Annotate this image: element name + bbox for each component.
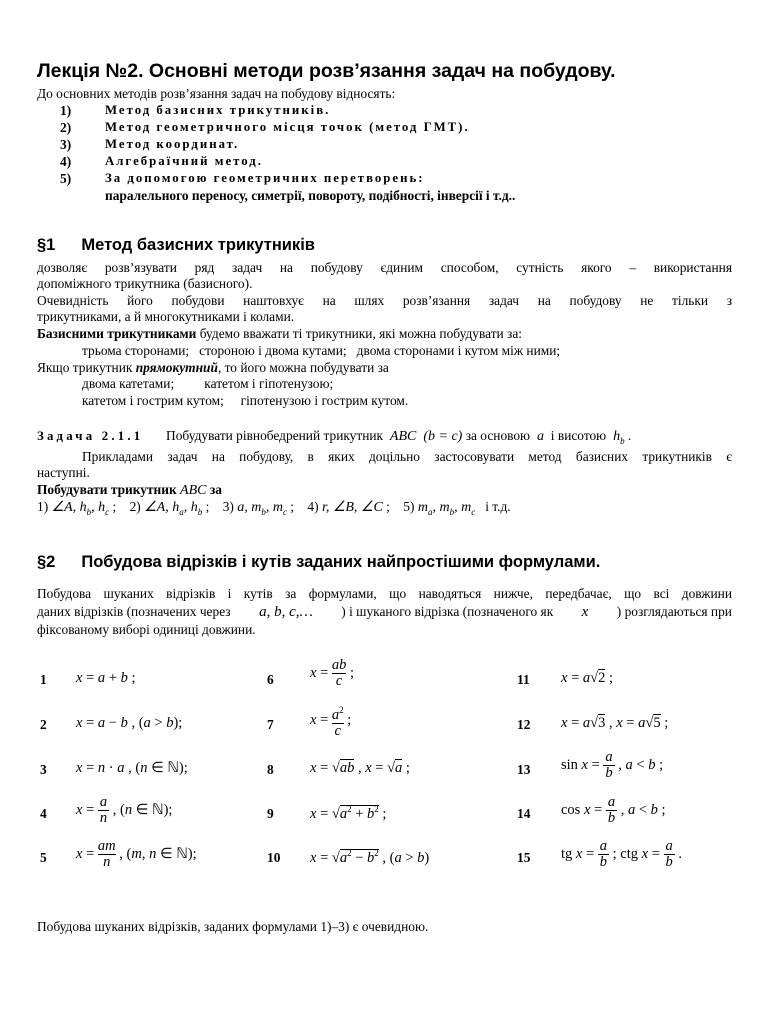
task-text: і висотою xyxy=(550,428,607,443)
sec1-p1-line2: допоміжного трикутника (базисного). xyxy=(37,276,253,291)
task-line: Задача 2.1.1 Побудувати рівнобедрений трикутник ABC (b = c) за основою a і висотою $h_b$ . xyxy=(37,428,632,446)
formula-number: 5 xyxy=(40,850,47,865)
sec2-p1-line2: даних відрізків (позначених через a, b, c,… ) і шуканого відрізка (позначеного як x ) розглядаються при xyxy=(37,604,732,620)
formula-6: $x = \frac{ab}{c}$ ; xyxy=(310,657,355,689)
section-number: §2 xyxy=(37,553,56,571)
formula-2: x = a − b , (a > b); xyxy=(76,715,183,731)
examples-line1: Прикладами задач на побудову, в яких доцільно застосовувати метод базисних трикутників є xyxy=(82,449,732,464)
formula-number: 15 xyxy=(517,850,531,865)
sec1-p4-item1: двома катетами; катетом і гіпотенузою; xyxy=(82,376,334,391)
page-title: Лекція №2. Основні методи розв’язання задач на побудову. xyxy=(37,60,616,82)
formula-number: 10 xyxy=(267,850,281,865)
formula-number: 14 xyxy=(517,806,531,821)
section-title: Метод базисних трикутників xyxy=(81,236,315,254)
formula-7: $x = a^2$ c ; xyxy=(310,705,352,739)
method-number: 4) xyxy=(60,154,72,169)
sec2-footer: Побудова шуканих відрізків, заданих формулами 1)–3) є очевидною. xyxy=(37,919,429,934)
sec2-p1-line3: фіксованому виборі одиниці довжини. xyxy=(37,622,256,637)
sec1-p4 xyxy=(37,360,389,377)
formula-13: $\sin x = \frac{a}{b}$ , a < b ; xyxy=(561,749,664,781)
formula-number: 8 xyxy=(267,762,274,777)
formula-number: 11 xyxy=(517,672,530,687)
intro-text: До основних методів розв’язання задач на побудову відносять: xyxy=(37,86,396,101)
formula-10: $x = √a^2 - b^2$ , (a > b) xyxy=(310,848,430,866)
method-number: 3) xyxy=(60,137,72,152)
formula-15: tg $x = \frac{a}{b}$ ; ctg $x = \frac{a}{b}$ . xyxy=(561,838,683,870)
formula-5: $x = \frac{am}{n}$ , (m, n ∈ ℕ); xyxy=(76,838,197,870)
formula-14: $\cos x = \frac{a}{b}$ , a < b ; xyxy=(561,794,666,826)
formula-number: 13 xyxy=(517,762,531,777)
text: Якщо трикутник xyxy=(37,360,136,375)
bold-italic-term: прямокутний xyxy=(135,360,218,375)
sec1-p4-item2: катетом і гострим кутом; гіпотенузою і гострим кутом. xyxy=(82,393,409,408)
method-label: За допомогою геометричних перетворень: xyxy=(105,171,425,185)
method-label: Алгебраїчний метод. xyxy=(105,154,263,168)
formula-number: 3 xyxy=(40,762,47,777)
formula-12: x = a√3 , x = a√5 ; xyxy=(561,715,669,731)
section-1-heading xyxy=(37,236,315,255)
sec1-p1-line1: дозволяє розв’язувати ряд задач на побудову єдиним способом, сутність якого – використання xyxy=(37,260,732,275)
method-number: 2) xyxy=(60,120,72,135)
sec1-p2-line2: трикутниками, а й многокутниками і колами. xyxy=(37,309,295,324)
text: , то його можна побудувати за xyxy=(217,360,389,375)
formula-3: x = n · a , (n ∈ ℕ); xyxy=(76,760,188,776)
formula-9: $x = √a^2 + b^2$ ; xyxy=(310,804,387,822)
sec1-p3-items: трьома сторонами; стороною і двома кутами; двома сторонами і кутом між ними; xyxy=(82,343,561,358)
formula-number: 6 xyxy=(267,672,274,687)
method-label: Метод координат. xyxy=(105,137,240,151)
formula-number: 4 xyxy=(40,806,47,821)
sec2-p1-line1: Побудова шуканих відрізків і кутів за формулами, що наводяться нижче, передбачає, що всі довжини xyxy=(37,586,732,601)
etc-text: і т.д. xyxy=(485,499,511,514)
methods-sub: паралельного переносу, симетрії, повороту, подібності, інверсії і т.д.. xyxy=(105,188,516,203)
formula-number: 1 xyxy=(40,672,47,687)
formula-1: x = a + b ; xyxy=(76,670,136,686)
sec1-p2-line1: Очевидність його побудови наштовхує на шлях розв’язання задач на побудову не тільки з xyxy=(37,293,732,308)
formula-11: x = a√2 ; xyxy=(561,670,613,686)
text: ) розглядаються при xyxy=(616,604,732,619)
task-text: Побудувати рівнобедрений трикутник xyxy=(166,428,384,443)
examples-line2: наступні. xyxy=(37,465,90,480)
formula-4: $x = \frac{a}{n}$ , (n ∈ ℕ); xyxy=(76,794,173,826)
text: будемо вважати ті трикутники, які можна побудувати за: xyxy=(196,326,523,341)
formula-number: 9 xyxy=(267,806,274,821)
method-label: Метод геометричного місця точок (метод ГМТ). xyxy=(105,120,470,134)
section-title: Побудова відрізків і кутів заданих найпростішими формулами. xyxy=(81,553,601,571)
sec1-p3 xyxy=(37,326,522,343)
text: ) і шуканого відрізка (позначеного як xyxy=(341,604,554,619)
bold-term: Базисними трикутниками xyxy=(37,326,197,341)
task-text: за основою xyxy=(465,428,531,443)
build-triangle-line xyxy=(37,482,222,500)
text: даних відрізків (позначених через xyxy=(37,604,231,619)
formula-number: 7 xyxy=(267,717,274,732)
task-label: Задача 2.1.1 xyxy=(37,429,144,443)
bold-term: за xyxy=(209,482,222,497)
method-number: 5) xyxy=(60,171,72,186)
triangle-name: ABC xyxy=(180,483,207,498)
method-label: Метод базисних трикутників. xyxy=(105,103,331,117)
section-number: §1 xyxy=(37,236,56,254)
bold-term: Побудувати трикутник xyxy=(37,482,177,497)
cases-line: 1) ∠A, $h_b$, $h_c$ ; 2) ∠A, $h_a$, $h_b$ ; 3) a, $m_b$, $m_c$ ; 4) r, ∠B, ∠C ; 5) $m_a$, $m_b$, $m_c$ і т.д. xyxy=(37,499,511,517)
formula-number: 2 xyxy=(40,717,47,732)
formula-number: 12 xyxy=(517,717,531,732)
formula-8: x = √ab , x = √a ; xyxy=(310,760,410,776)
method-number: 1) xyxy=(60,103,72,118)
section-2-heading xyxy=(37,553,600,572)
